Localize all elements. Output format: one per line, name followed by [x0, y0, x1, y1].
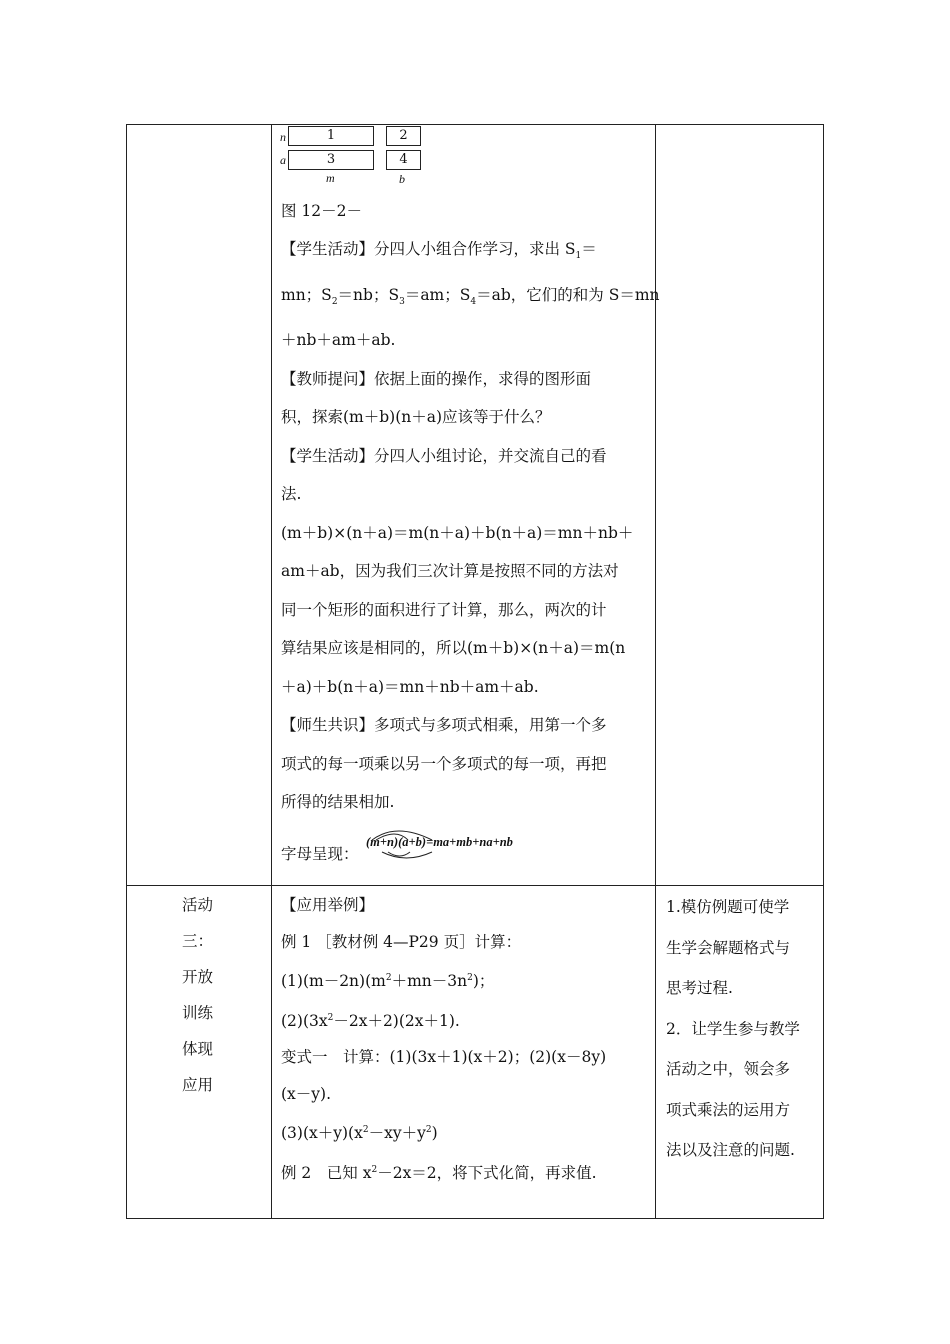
example-line: 例 2 已知 $x^2-2x=2$，将下式化简，再求值. — [281, 1164, 597, 1183]
figure-box-1: 1 — [288, 126, 374, 146]
formula-expansion — [366, 826, 536, 860]
activity-label — [182, 887, 213, 1103]
application-examples — [281, 887, 651, 1192]
table-bottom-border — [126, 1218, 824, 1219]
activity-line: 训练 — [182, 1004, 214, 1022]
figure-box-3: 3 — [288, 150, 374, 170]
row1-line: 【师生共识】多项式与多项式相乘，用第一个多 — [281, 716, 607, 735]
row1-line: am＋ab，因为我们三次计算是按照不同的方法对 — [281, 562, 619, 581]
note-line: 1.模仿例题可使学 — [666, 898, 790, 916]
figure-box-4: 4 — [386, 150, 421, 170]
example-line: $(2)(3x^2-2x+2)(2x+1)$. — [281, 1011, 460, 1030]
note-line: 活动之中，领会多 — [666, 1060, 791, 1078]
example-line: 变式一 计算：(1)(3x＋1)(x＋2)；(2)(x－8y) — [281, 1048, 607, 1067]
activity-line: 开放 — [182, 968, 214, 986]
figure-label-b: b — [399, 172, 405, 186]
table-left-border — [126, 124, 127, 1219]
note-line: 2．让学生参与教学 — [666, 1019, 800, 1038]
activity-line: 三： — [182, 932, 214, 950]
figure-box-2: 2 — [386, 126, 421, 146]
example-line: 【应用举例】 — [281, 896, 375, 914]
row1-line: 所得的结果相加. — [281, 793, 395, 812]
row1-line: 算结果应该是相同的，所以(m＋b)×(n＋a)＝m(n — [281, 639, 626, 658]
row1-line: 项式的每一项乘以另一个多项式的每一项，再把 — [281, 754, 607, 773]
example-line: 例 1 ［教材例 4—P29 页］计算： — [281, 932, 522, 951]
row1-content — [281, 230, 660, 822]
figure-label-n: n — [280, 130, 286, 144]
row1-line: ＋a)＋b(n＋a)＝mn＋nb＋am＋ab. — [281, 677, 539, 696]
row1-line: ＋nb＋am＋ab. — [281, 331, 396, 350]
rectangle-figure — [280, 126, 430, 188]
row1-line: mn；$S_2=nb$；$S_3=am$；$S_4=ab$，它们的和为 S＝mn — [281, 285, 660, 307]
formula-text: (m+n)(a+b)=ma+mb+na+nb — [366, 835, 513, 849]
row1-line: 同一个矩形的面积进行了计算，那么，两次的计 — [281, 600, 607, 619]
figure-label-a: a — [280, 153, 286, 167]
example-line: $(1)(m-2n)(m^2+mn-3n^2)$； — [281, 972, 495, 991]
row1-line: (m＋b)×(n＋a)＝m(n＋a)＋b(n＋a)＝mn＋nb＋ — [281, 523, 634, 542]
row1-line: 【学生活动】分四人小组讨论，并交流自己的看 — [281, 446, 607, 465]
note-line: 法以及注意的问题. — [666, 1141, 795, 1159]
note-line: 项式乘法的运用方 — [666, 1100, 791, 1119]
figure-caption — [281, 192, 362, 231]
activity-line: 应用 — [182, 1076, 214, 1094]
note-line: 生学会解题格式与 — [666, 938, 791, 957]
figure-label-m: m — [326, 171, 335, 185]
formula-label: 字母呈现： — [281, 845, 359, 863]
example-line: (x－y). — [281, 1084, 332, 1103]
row1-line: 【教师提问】依据上面的操作，求得的图形面 — [281, 369, 592, 388]
activity-line: 体现 — [182, 1040, 214, 1058]
table-col-divider-1 — [271, 124, 272, 1219]
table-right-border — [823, 124, 824, 1219]
table-row-divider — [126, 885, 824, 886]
design-notes — [666, 887, 816, 1171]
caption-text: 图 12－2－ — [281, 202, 363, 220]
table-top-border — [126, 124, 824, 125]
activity-line: 活动 — [182, 896, 214, 914]
example-line: $(3)(x+y)(x^2-xy+y^2)$ — [281, 1124, 438, 1143]
row1-line: 【学生活动】分四人小组合作学习，求出 $S_1=$ — [281, 240, 597, 262]
note-line: 思考过程. — [666, 979, 733, 997]
row1-line: 法. — [281, 485, 302, 504]
row1-line: 积，探索(m＋b)(n＋a)应该等于什么？ — [281, 408, 551, 427]
